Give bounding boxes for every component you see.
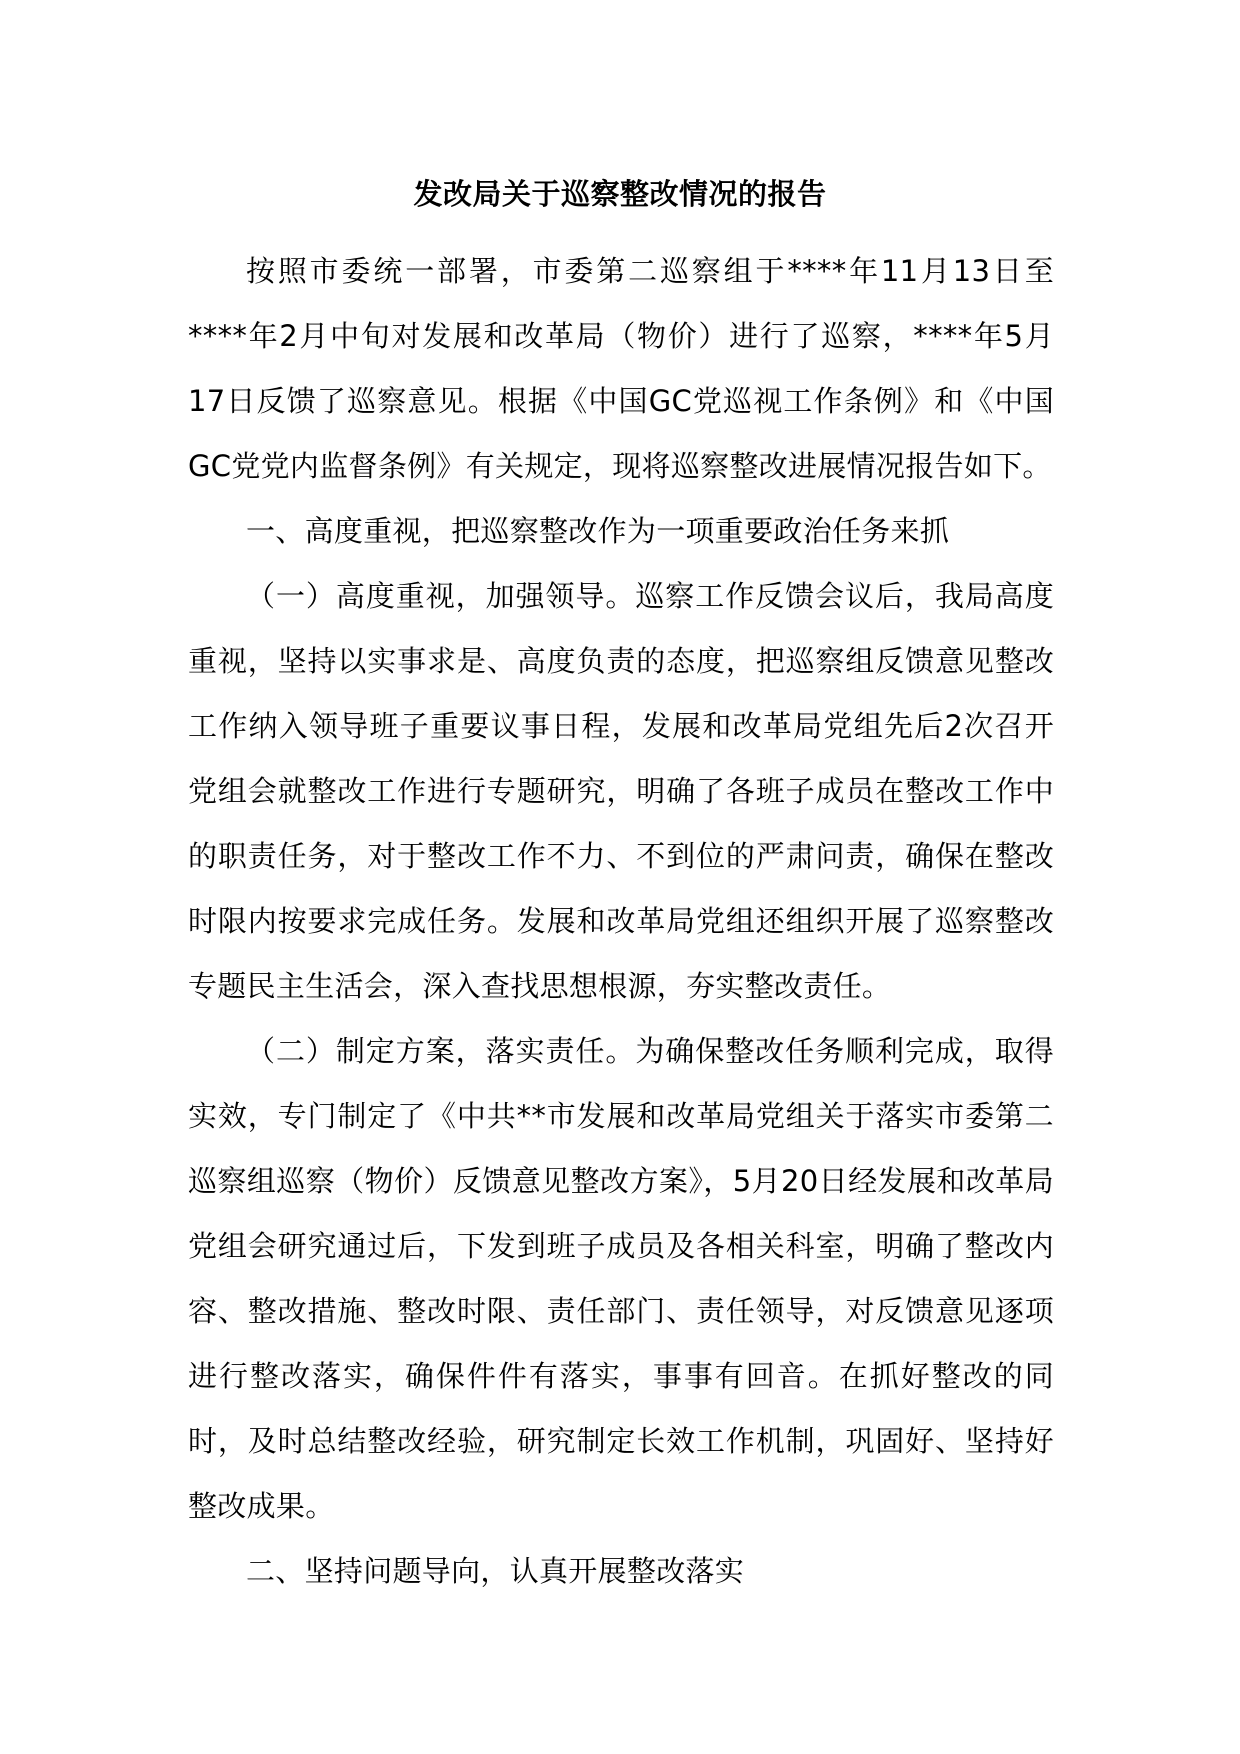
section-heading-2: 二、坚持问题导向，认真开展整改落实 xyxy=(246,1554,745,1588)
subsection-paragraph-2: （二）制定方案，落实责任。为确保整改任务顺利完成，取得实效，专门制定了《中共**市发展和改革局党组关于落实市委第二巡察组巡察（物价）反馈意见整改方案》，5月20日经发展和改革局党组会研究通过后，下发到班子成员及各相关科室，明确了整改内容、整改措施、整改时限、责任部门、责任领导，对反馈意见逐项进行整改落实，确保件件有落实，事事有回音。在抓好整改的同时，及时总结整改经验，研究制定长效工作机制，巩固好、坚持好整改成果。 xyxy=(188,1034,1054,1523)
section-heading-1: 一、高度重视，把巡察整改作为一项重要政治任务来抓 xyxy=(246,514,950,548)
document-body xyxy=(188,239,1054,1604)
document-title: 发改局关于巡察整改情况的报告 xyxy=(413,177,827,211)
intro-paragraph: 按照市委统一部署，市委第二巡察组于****年11月13日至****年2月中旬对发展和改革局（物价）进行了巡察，****年5月17日反馈了巡察意见。根据《中国GC党巡视工作条例》和《中国GC党党内监督条例》有关规定，现将巡察整改进展情况报告如下。 xyxy=(188,254,1054,483)
subsection-paragraph-1: （一）高度重视，加强领导。巡察工作反馈会议后，我局高度重视，坚持以实事求是、高度负责的态度，把巡察组反馈意见整改工作纳入领导班子重要议事日程，发展和改革局党组先后2次召开党组会就整改工作进行专题研究，明确了各班子成员在整改工作中的职责任务，对于整改工作不力、不到位的严肃问责，确保在整改时限内按要求完成任务。发展和改革局党组还组织开展了巡察整改专题民主生活会，深入查找思想根源，夯实整改责任。 xyxy=(188,579,1054,1003)
